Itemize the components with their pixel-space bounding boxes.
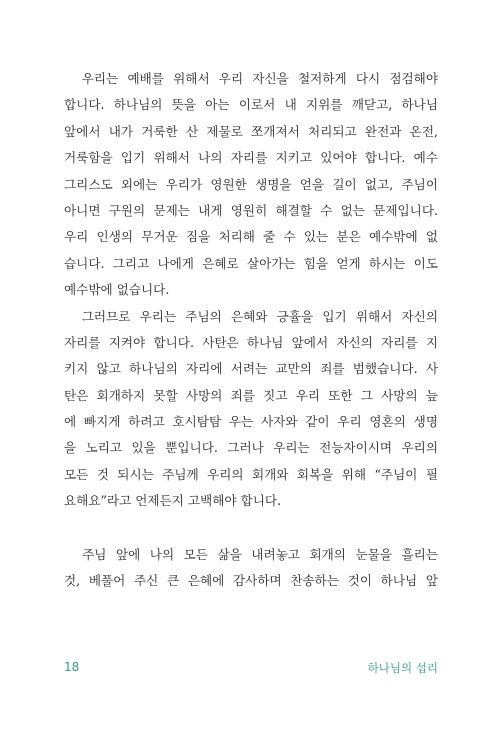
text-line: 것, 베풀어 주신 큰 은혜에 감사하며 찬송하는 것이 하나님 앞 <box>64 573 438 589</box>
paragraph-2 <box>64 304 438 515</box>
text-line: 키지 않고 하나님의 자리에 서려는 교만의 죄를 범했습니다. 사 <box>64 361 438 377</box>
text-line: 그러므로 우리는 주님의 은혜와 긍휼을 입기 위해서 자신의 <box>64 308 438 324</box>
text-line: 에 빠지게 하려고 호시탐탐 우는 사자와 같이 우리 영혼의 생명 <box>64 414 438 430</box>
paragraph-gap <box>64 515 438 542</box>
text-line: 거룩함을 입기 위해서 나의 자리를 지키고 있어야 합니다. 예수 <box>64 150 438 166</box>
text-line: 습니다. 그리고 나에게 은혜로 살아가는 힘을 얻게 하시는 이도 <box>64 255 438 271</box>
text-line: 주님 앞에 나의 모든 삶을 내려놓고 회개의 눈물을 흘리는 <box>64 546 438 562</box>
page-number: 18 <box>64 660 80 674</box>
paragraph-1 <box>64 66 438 304</box>
text-line: 자리를 지켜야 합니다. 사탄은 하나님 앞에서 자신의 자리를 지 <box>64 334 438 350</box>
text-line: 탄은 회개하지 못할 사망의 죄를 짓고 우리 또한 그 사망의 늪 <box>64 387 438 403</box>
running-footer-title: 하나님의 섭리 <box>367 661 438 675</box>
text-line: 아니면 구원의 문제는 내게 영원히 해결할 수 없는 문제입니다. <box>64 202 438 218</box>
text-line: 합니다. 하나님의 뜻을 아는 이로서 내 지위를 깨닫고, 하나님 <box>64 97 438 113</box>
text-line: 예수밖에 없습니다. <box>64 282 170 298</box>
text-line: 그리스도 외에는 우리가 영원한 생명을 얻을 길이 없고, 주님이 <box>64 176 438 192</box>
page-body <box>64 66 438 594</box>
text-line: 우리 인생의 무거운 짐을 처리해 줄 수 있는 분은 예수밖에 없 <box>64 229 438 245</box>
text-line: 앞에서 내가 거룩한 산 제물로 쪼개져서 처리되고 완전과 온전, <box>64 123 438 139</box>
text-line: 요해요”라고 언제든지 고백해야 합니다. <box>64 493 282 509</box>
text-line: 우리는 예배를 위해서 우리 자신을 철저하게 다시 점검해야 <box>64 71 438 86</box>
text-line: 을 노리고 있을 뿐입니다. 그러나 우리는 전능자이시며 우리의 <box>64 440 438 456</box>
paragraph-3 <box>64 542 438 595</box>
text-line: 모든 것 되시는 주님께 우리의 회개와 회복을 위해 “주님이 필 <box>64 466 438 482</box>
